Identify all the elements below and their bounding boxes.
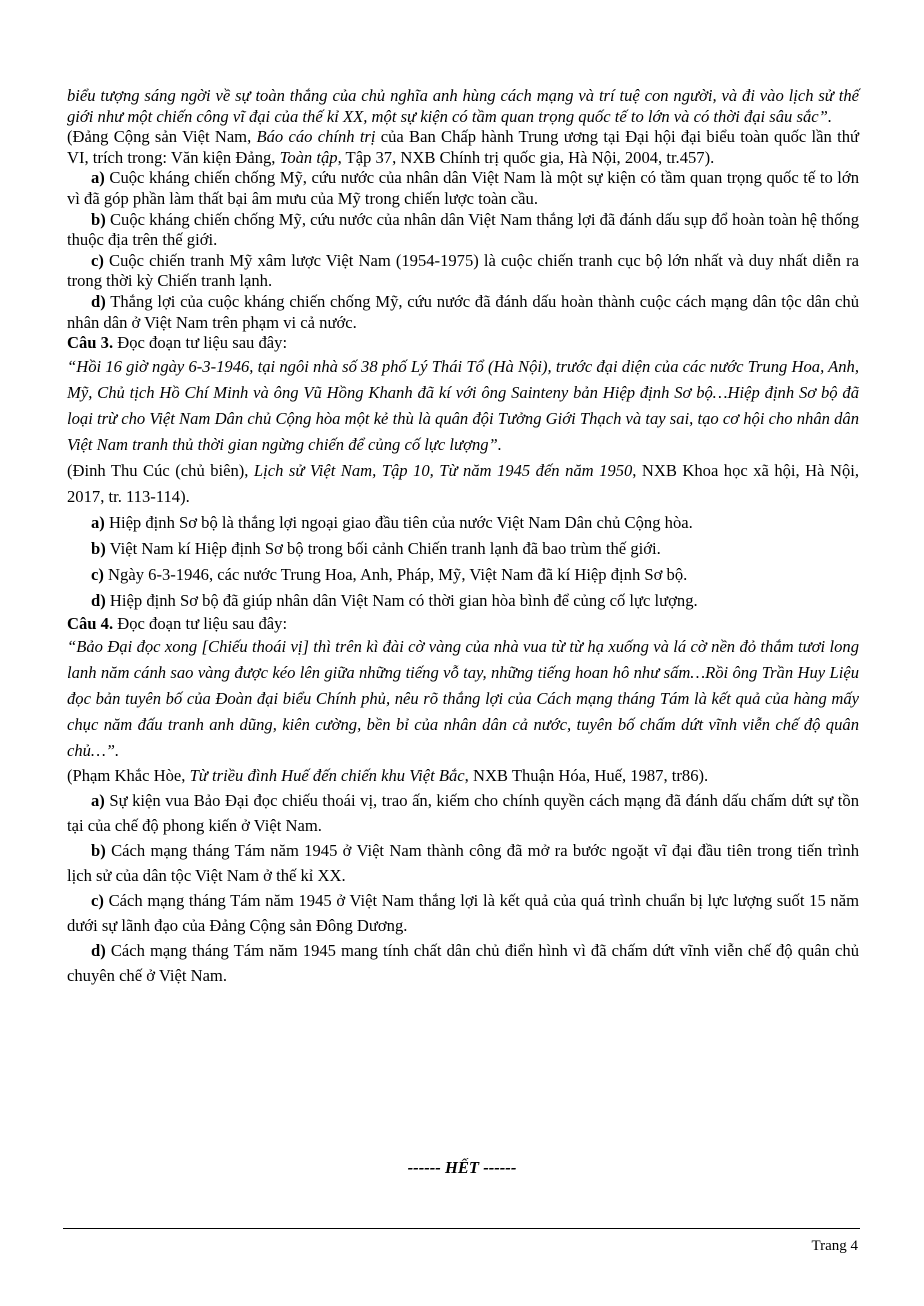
question-prompt: Đọc đoạn tư liệu sau đây: [113, 613, 288, 633]
question-label: Câu 3. [67, 333, 114, 353]
q4-option-c [67, 888, 859, 938]
option-letter: c) [91, 891, 104, 911]
q4-heading [67, 614, 859, 635]
option-text: Cách mạng tháng Tám năm 1945 mang tính chất dân chủ điển hình vì đã chấm dứt vĩnh viễn chế độ quân chủ chuyên chế ở Việt Nam. [67, 941, 859, 986]
q4-option-b [67, 838, 859, 888]
source-q2 [67, 127, 859, 168]
option-letter: a) [91, 791, 105, 811]
source-text: (Đinh Thu Cúc (chủ biên), [67, 460, 254, 480]
q3-option-c [67, 562, 859, 588]
source-text: , NXB Thuận Hóa, Huế, 1987, tr86). [464, 766, 709, 786]
option-text: Việt Nam kí Hiệp định Sơ bộ trong bối cảnh Chiến tranh lạnh đã bao trùm thế giới. [105, 538, 661, 558]
option-text: Cách mạng tháng Tám năm 1945 ở Việt Nam thành công đã mở ra bước ngoặt vĩ đại đầu tiên trong tiến trình lịch sử của dân tộc Việt Nam ở thế kỉ XX. [67, 841, 859, 886]
source-text: (Phạm Khắc Hòe, [67, 766, 190, 786]
quote-q2-continued: biểu tượng sáng ngời về sự toàn thắng của chủ nghĩa anh hùng cách mạng và trí tuệ con người, và đi vào lịch sử thế giới như một chiến công vĩ đại của thế kỉ XX, một sự kiện có tầm quan trọng quốc tế to lớn và có thời đại sâu sắc”. [67, 86, 859, 126]
q2-option-b [67, 210, 859, 251]
question-label: Câu 4. [67, 613, 114, 633]
source-text: , Tập 37, NXB Chính trị quốc gia, Hà Nội, 2004, tr.457). [337, 147, 715, 167]
q2-option-a [67, 168, 859, 209]
option-letter: d) [91, 291, 106, 311]
source-title: Toàn tập [279, 147, 338, 167]
option-text: Cuộc chiến tranh Mỹ xâm lược Việt Nam (1954-1975) là cuộc chiến tranh cục bộ lớn nhất và duy nhất diễn ra trong thời kỳ Chiến tranh lạnh. [67, 250, 859, 291]
q3-quote: “Hồi 16 giờ ngày 6-3-1946, tại ngôi nhà số 38 phố Lý Thái Tổ (Hà Nội), trước đại diện của các nước Trung Hoa, Anh, Mỹ, Chủ tịch Hồ Chí Minh và ông Vũ Hồng Khanh đã kí với ông Sainteny bản Hiệp định Sơ bộ…Hiệp định Sơ bộ đã loại trừ cho Việt Nam Dân chủ Cộng hòa một kẻ thù là quân đội Tưởng Giới Thạch và tay sai, tạo cơ hội cho nhân dân Việt Nam tranh thủ thời gian ngừng chiến để củng cố lực lượng”. [67, 356, 859, 454]
document-body [67, 86, 859, 988]
option-letter: b) [91, 841, 106, 861]
q3-source [67, 458, 859, 510]
source-text: , NXB Khoa học xã hội, Hà Nội, 2017, tr. 113-114). [67, 460, 860, 506]
q4-option-d [67, 938, 859, 988]
source-title: Từ triều đình Huế đến chiến khu Việt Bắc [189, 766, 465, 786]
option-text: Thắng lợi của cuộc kháng chiến chống Mỹ, cứu nước đã đánh dấu hoàn thành cuộc cách mạng dân tộc dân chủ nhân dân ở Việt Nam trên phạm vi cả nước. [67, 291, 859, 332]
footer-divider [63, 1228, 860, 1229]
q3-options [67, 510, 859, 614]
q4-option-a [67, 788, 859, 838]
option-text: Ngày 6-3-1946, các nước Trung Hoa, Anh, Pháp, Mỹ, Việt Nam đã kí Hiệp định Sơ bộ. [103, 564, 688, 584]
option-letter: c) [91, 564, 104, 584]
source-title: Lịch sử Việt Nam, Tập 10, Từ năm 1945 đến năm 1950 [253, 460, 633, 480]
option-text: Cách mạng tháng Tám năm 1945 ở Việt Nam thắng lợi là kết quả của quá trình chuẩn bị lực lượng suốt 15 năm dưới sự lãnh đạo của Đảng Cộng sản Đông Dương. [67, 891, 859, 936]
source-text: (Đảng Cộng sản Việt Nam, [67, 127, 257, 147]
option-letter: d) [91, 941, 106, 961]
source-text: của Ban Chấp hành Trung ương tại Đại hội đại biểu toàn quốc lần thứ VI, trích trong: Văn kiện Đảng, [67, 127, 859, 167]
source-title: Báo cáo chính trị [256, 127, 376, 147]
option-letter: b) [91, 538, 106, 558]
q3-option-a [67, 510, 859, 536]
option-letter: d) [91, 590, 106, 610]
q4-quote: “Bảo Đại đọc xong [Chiếu thoái vị] thì trên kì đài cờ vàng của nhà vua từ từ hạ xuống và lá cờ nền đỏ thắm tươi long lanh năm cánh sao vàng được kéo lên giữa những tiếng vỗ tay, những tiếng hoan hô như sấm…Rồi ông Trần Huy Liệu đọc bản tuyên bố của Đoàn đại biểu Chính phủ, nêu rõ thắng lợi của Cách mạng tháng Tám là kết quả của hàng mấy chục năm đấu tranh anh dũng, kiên cường, bền bỉ của nhân dân cả nước, tuyên bố chấm dứt vĩnh viễn chế độ quân chủ…”. [67, 637, 859, 761]
option-letter: b) [91, 209, 106, 229]
option-letter: a) [91, 512, 105, 532]
q4-options [67, 788, 859, 988]
question-prompt: Đọc đoạn tư liệu sau đây: [113, 333, 288, 353]
option-text: Hiệp định Sơ bộ là thắng lợi ngoại giao đầu tiên của nước Việt Nam Dân chủ Cộng hòa. [104, 512, 693, 532]
q4-source [67, 764, 859, 788]
q3-heading [67, 333, 859, 354]
option-letter: c) [91, 250, 104, 270]
option-text: Cuộc kháng chiến chống Mỹ, cứu nước của nhân dân Việt Nam thắng lợi đã đánh dấu sụp đổ hoàn toàn hệ thống thuộc địa trên thế giới. [67, 209, 859, 250]
option-letter: a) [91, 168, 105, 188]
page-number: Trang 4 [811, 1238, 858, 1254]
option-text: Hiệp định Sơ bộ đã giúp nhân dân Việt Nam có thời gian hòa bình để củng cố lực lượng. [105, 590, 698, 610]
option-text: Sự kiện vua Bảo Đại đọc chiếu thoái vị, trao ấn, kiếm cho chính quyền cách mạng đã đánh dấu chấm dứt sự tồn tại của chế độ phong kiến ở Việt Nam. [67, 791, 859, 836]
q3-option-d [67, 588, 859, 614]
end-mark: ------ HẾT ------ [407, 1158, 517, 1177]
q2-option-d [67, 292, 859, 333]
q3-option-b [67, 536, 859, 562]
q2-option-c [67, 251, 859, 292]
option-text: Cuộc kháng chiến chống Mỹ, cứu nước của nhân dân Việt Nam là một sự kiện có tầm quan trọng quốc tế to lớn vì đã góp phần làm thất bại âm mưu của Mỹ trong chiến lược toàn cầu. [67, 168, 859, 208]
